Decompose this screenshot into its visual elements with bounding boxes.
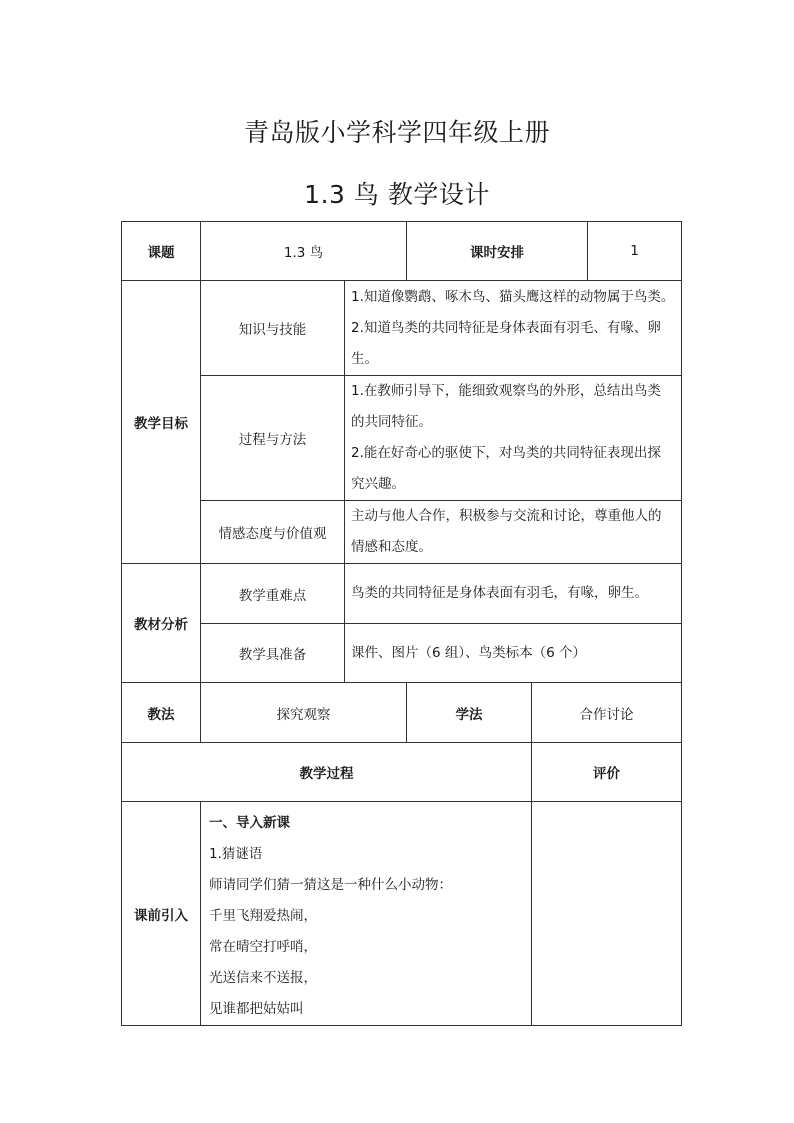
teach-method-label: 教法 — [122, 683, 201, 743]
process-header-row — [122, 743, 682, 802]
prep-row — [122, 624, 682, 683]
process-line-3: 2.能在好奇心的驱使下，对鸟类的共同特征表现出探 — [351, 445, 661, 461]
methods-row — [122, 683, 682, 743]
intro-line-6: 光送信来不送报， — [209, 970, 317, 986]
process-header: 教学过程 — [122, 743, 532, 802]
intro-line-4: 千里飞翔爱热闹， — [209, 908, 317, 924]
key-points-label: 教学重难点 — [201, 564, 345, 624]
attitude-label: 情感态度与价值观 — [201, 501, 345, 564]
intro-row — [122, 802, 682, 1026]
knowledge-row — [122, 281, 682, 376]
intro-line-2: 1.猜谜语 — [209, 846, 263, 862]
teach-method-value: 探究观察 — [201, 683, 407, 743]
intro-line-7: 见谁都把姑姑叫 — [209, 1001, 304, 1017]
process-content — [345, 376, 682, 501]
intro-line-5: 常在晴空打呼哨， — [209, 939, 317, 955]
intro-line-3: 师请同学们猜一猜这是一种什么小动物： — [209, 877, 452, 893]
hours-label: 课时安排 — [407, 222, 588, 281]
hours-value: 1 — [588, 222, 682, 281]
attitude-content — [345, 501, 682, 564]
prep-value: 课件、图片（6 组）、鸟类标本（6 个） — [345, 624, 682, 683]
topic-value: 1.3 鸟 — [201, 222, 407, 281]
attitude-line-1: 主动与他人合作，积极参与交流和讨论，尊重他人的 — [351, 508, 662, 524]
process-line-4: 究兴趣。 — [351, 476, 405, 492]
topic-label: 课题 — [122, 222, 201, 281]
intro-label: 课前引入 — [122, 802, 201, 1026]
attitude-line-2: 情感和态度。 — [351, 539, 432, 555]
learn-method-value: 合作讨论 — [532, 683, 682, 743]
intro-line-1: 一、导入新课 — [209, 815, 290, 831]
material-label: 教材分析 — [122, 564, 201, 683]
document-title: 青岛版小学科学四年级上册 — [243, 118, 550, 147]
goals-label: 教学目标 — [122, 281, 201, 564]
attitude-row — [122, 501, 682, 564]
key-points-row — [122, 564, 682, 624]
evaluation-header: 评价 — [532, 743, 682, 802]
process-label: 过程与方法 — [201, 376, 345, 501]
knowledge-line-3: 生。 — [351, 350, 378, 367]
topic-row — [122, 222, 682, 281]
knowledge-label: 知识与技能 — [201, 281, 345, 376]
lesson-plan-table — [121, 221, 682, 1026]
intro-content — [201, 802, 532, 1026]
knowledge-line-1: 1.知道像鹦鹉、啄木鸟、猫头鹰这样的动物属于鸟类。 — [351, 288, 675, 305]
intro-evaluation-cell — [532, 802, 682, 1026]
learn-method-label: 学法 — [407, 683, 532, 743]
document-subtitle: 1.3 鸟 教学设计 — [304, 180, 490, 209]
key-points-value: 鸟类的共同特征是身体表面有羽毛，有喙，卵生。 — [345, 564, 682, 624]
knowledge-line-2: 2.知道鸟类的共同特征是身体表面有羽毛、有喙、卵 — [351, 319, 661, 336]
knowledge-content — [345, 281, 682, 376]
process-line-1: 1.在教师引导下，能细致观察鸟的外形，总结出鸟类 — [351, 383, 661, 399]
process-method-row — [122, 376, 682, 501]
process-line-2: 的共同特征。 — [351, 414, 432, 430]
prep-label: 教学具准备 — [201, 624, 345, 683]
